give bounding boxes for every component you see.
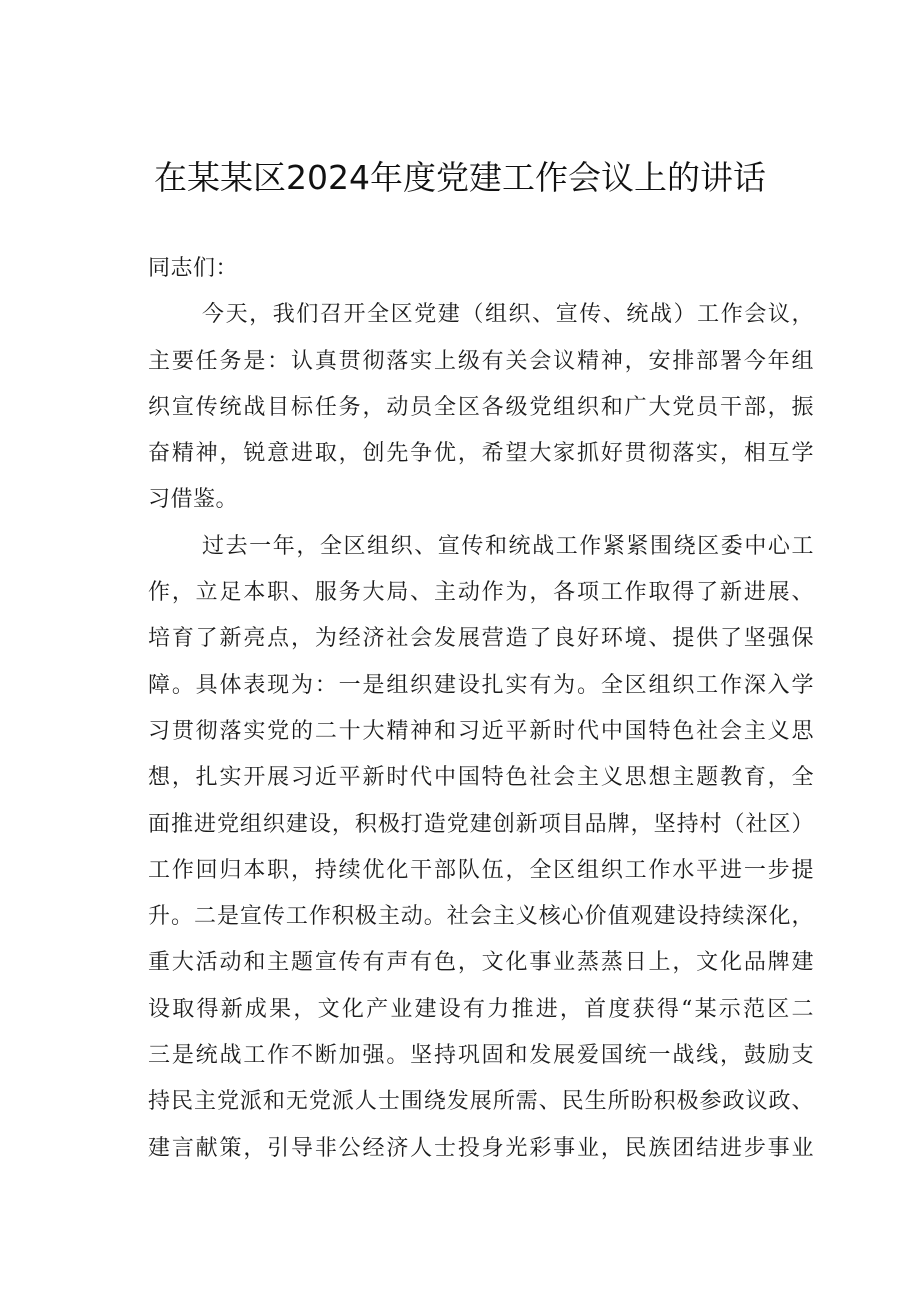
body-line: 奋精神，锐意进取，创先争优，希望大家抓好贯彻落实，相互学: [148, 441, 814, 467]
body-line: 习贯彻落实党的二十大精神和习近平新时代中国特色社会主义思: [148, 718, 814, 744]
page-title: 在某某区2024年度党建工作会议上的讲话: [154, 158, 766, 197]
body-line: 升。二是宣传工作积极主动。社会主义核心价值观建设持续深化，: [148, 904, 814, 930]
body-line: 设取得新成果，文化产业建设有力推进，首度获得“某示范区二: [148, 996, 814, 1022]
body-line: 今天，我们召开全区党建（组织、宣传、统战）工作会议，: [202, 302, 814, 328]
body-line: 作，立足本职、服务大局、主动作为，各项工作取得了新进展、: [148, 580, 814, 606]
body-line: 培育了新亮点，为经济社会发展营造了良好环境、提供了坚强保: [148, 626, 814, 652]
body-line: 习借鉴。: [148, 487, 239, 513]
body-line: 面推进党组织建设，积极打造党建创新项目品牌，坚持村（社区）: [148, 811, 814, 837]
document-body: [148, 246, 814, 1172]
body-line: 工作回归本职，持续优化干部队伍，全区组织工作水平进一步提: [148, 857, 814, 883]
body-line: 过去一年，全区组织、宣传和统战工作紧紧围绕区委中心工: [202, 533, 814, 559]
body-line: 主要任务是：认真贯彻落实上级有关会议精神，安排部署今年组: [148, 348, 814, 374]
body-line: 三是统战工作不断加强。坚持巩固和发展爱国统一战线，鼓励支: [148, 1043, 814, 1069]
body-line: 想，扎实开展习近平新时代中国特色社会主义思想主题教育，全: [148, 765, 814, 791]
body-line: 建言献策，引导非公经济人士投身光彩事业，民族团结进步事业: [148, 1135, 814, 1161]
body-line: 重大活动和主题宣传有声有色，文化事业蒸蒸日上，文化品牌建: [148, 950, 814, 976]
body-line: 织宣传统战目标任务，动员全区各级党组织和广大党员干部，振: [148, 394, 814, 420]
body-line: 同志们：: [148, 256, 239, 281]
body-line: 持民主党派和无党派人士围绕发展所需、民生所盼积极参政议政、: [148, 1089, 814, 1115]
body-line: 障。具体表现为：一是组织建设扎实有为。全区组织工作深入学: [148, 672, 814, 698]
